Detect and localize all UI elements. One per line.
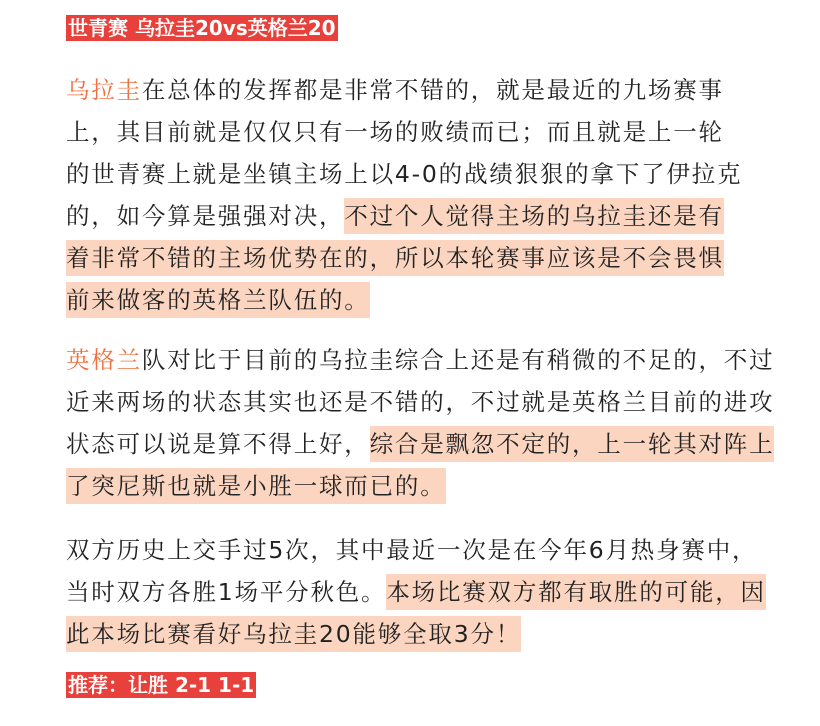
text-line bbox=[66, 69, 766, 111]
highlighted-text: 不过个人觉得主场的乌拉圭还是有 bbox=[344, 198, 724, 234]
highlighted-text: 此本场比赛看好乌拉圭20能够全取3分！ bbox=[66, 616, 521, 652]
text-line bbox=[66, 339, 775, 381]
recommendation-label: 推荐：让胜 2-1 1-1 bbox=[68, 673, 255, 697]
body-text: 在总体的发挥都是非常不错的，就是最近的九场赛事 bbox=[141, 76, 724, 104]
highlighted-text: 前来做客的英格兰队伍的。 bbox=[66, 282, 370, 318]
text-line bbox=[66, 237, 766, 279]
text-line bbox=[66, 571, 766, 613]
text-line bbox=[66, 465, 766, 507]
highlighted-text: 着非常不错的主场优势在的，所以本轮赛事应该是不会畏惧 bbox=[66, 240, 724, 276]
body-text: 双方历史上交手过5次，其中最近一次是在今年6月热身赛中， bbox=[66, 536, 758, 564]
team-name: 乌拉圭 bbox=[66, 76, 142, 104]
team-name: 英格兰 bbox=[66, 346, 142, 374]
paragraph-uruguay bbox=[66, 69, 766, 321]
body-text: 当时双方各胜1场平分秋色。 bbox=[66, 578, 387, 606]
body-text: 队对比于目前的乌拉圭综合上还是有稍微的不足的，不过 bbox=[141, 346, 775, 374]
body-text: 近来两场的状态其实也还是不错的，不过就是英格兰目前的进攻 bbox=[66, 388, 775, 416]
body-text: 状态可以说是算不得上好， bbox=[66, 430, 370, 458]
text-line bbox=[66, 195, 766, 237]
highlighted-text: 了突尼斯也就是小胜一球而已的。 bbox=[66, 468, 446, 504]
text-line bbox=[66, 279, 766, 321]
text-line bbox=[66, 423, 775, 465]
text-line bbox=[66, 381, 775, 423]
body-text: 的，如今算是强强对决， bbox=[66, 202, 345, 230]
paragraph-history bbox=[66, 529, 766, 655]
paragraph-england bbox=[66, 339, 775, 507]
highlighted-text: 综合是飘忽不定的，上一轮其对阵上 bbox=[370, 426, 775, 462]
article-title: 世青赛 乌拉圭20vs英格兰20 bbox=[68, 16, 336, 40]
text-line bbox=[66, 529, 766, 571]
text-line bbox=[66, 613, 766, 655]
highlighted-text: 本场比赛双方都有取胜的可能，因 bbox=[386, 574, 766, 610]
body-text: 的世青赛上就是坐镇主场上以4-0的战绩狠狠的拿下了伊拉克 bbox=[66, 160, 743, 188]
text-line bbox=[66, 153, 766, 195]
text-line bbox=[66, 111, 766, 153]
body-text: 上，其目前就是仅仅只有一场的败绩而已；而且就是上一轮 bbox=[66, 118, 724, 146]
